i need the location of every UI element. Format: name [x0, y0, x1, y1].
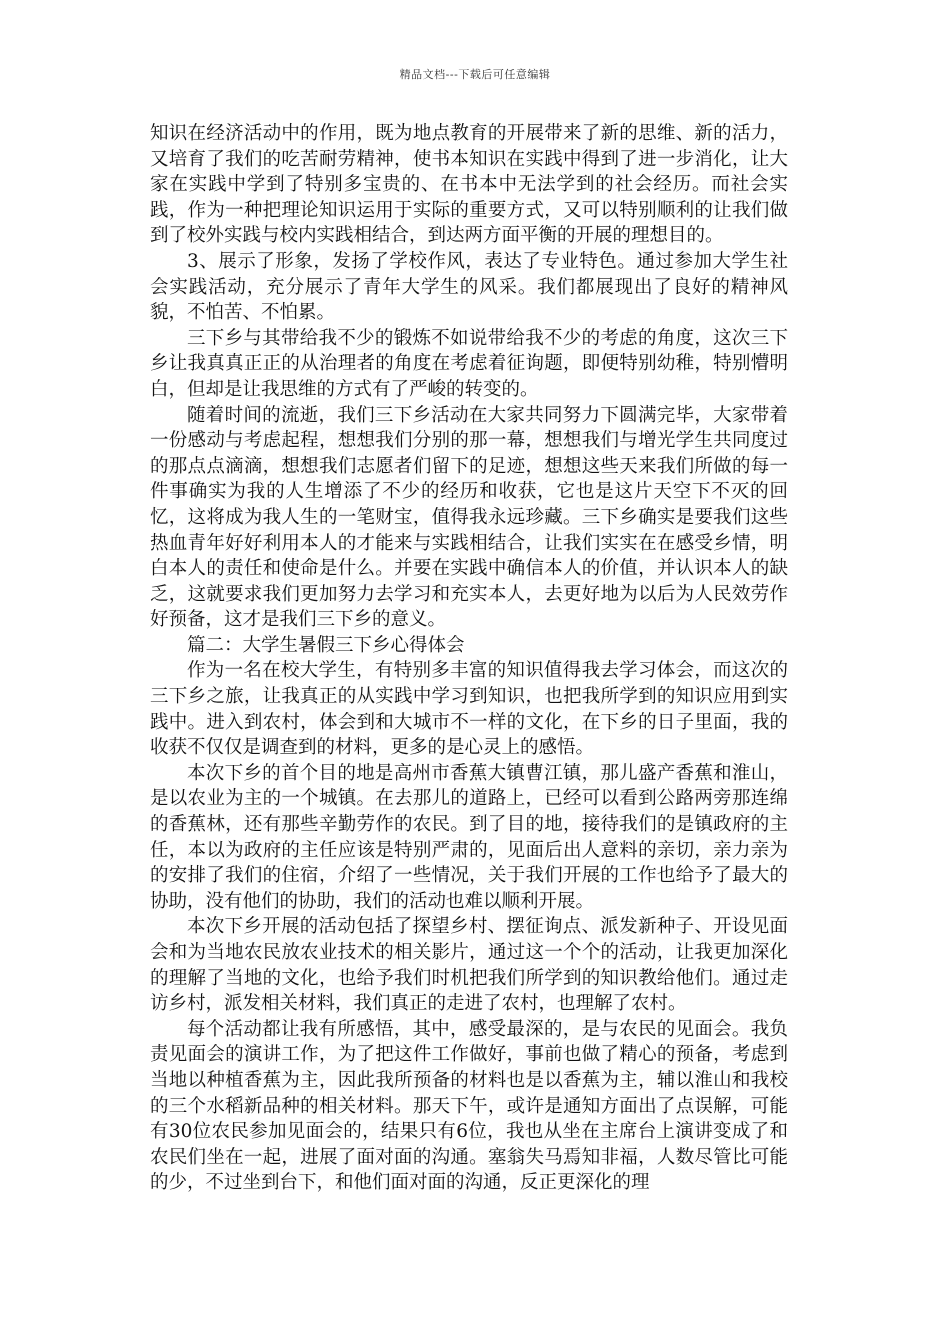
paragraph: 本次下乡的首个目的地是高州市香蕉大镇曹江镇，那儿盛产香蕉和淮山，是以农业为主的一个城镇。在去那儿的道路上，已经可以看到公路两旁那连绵的香蕉林，还有那些辛勤劳作的农民。到了目的地，接待我们的是镇政府的主任，本以为政府的主任应该是特别严肃的，见面后出人意料的亲切，亲力亲为的安排了我们的住宿，介绍了一些情况，关于我们开展的工作也给予了最大的协助，没有他们的协助，我们的活动也难以顺利开展。 — [150, 762, 788, 912]
paragraph: 作为一名在校大学生，有特别多丰富的知识值得我去学习体会，而这次的三下乡之旅，让我真正的从实践中学习到知识，也把我所学到的知识应用到实践中。进入到农村，体会到和大城市不一样的文化，在下乡的日子里面，我的收获不仅仅是调查到的材料，更多的是心灵上的感悟。 — [150, 660, 788, 759]
document-body — [150, 121, 788, 1196]
paragraph: 3、展示了形象，发扬了学校作风，表达了专业特色。通过参加大学生社会实践活动，充分展示了青年大学生的风采。我们都展现出了良好的精神风貌，不怕苦、不怕累。 — [150, 250, 788, 324]
paragraph: 随着时间的流逝，我们三下乡活动在大家共同努力下圆满完毕，大家带着一份感动与考虑起程，想想我们分别的那一幕，想想我们与增光学生共同度过的那点点滴滴，想想我们志愿者们留下的足迹，想想这些天来我们所做的每一件事确实为我的人生增添了不少的经历和收获，它也是这片天空下不灭的回忆，这将成为我人生的一笔财宝，值得我永远珍藏。三下乡确实是要我们这些热血青年好好利用本人的才能来与实践相结合，让我们实实在在感受乡情，明白本人的责任和使命是什么。并要在实践中确信本人的价值，并认识本人的缺乏，这就要求我们更加努力去学习和充实本人，去更好地为以后为人民效劳作好预备，这才是我们三下乡的意义。 — [150, 404, 788, 631]
paragraph: 每个活动都让我有所感悟，其中，感受最深的，是与农民的见面会。我负责见面会的演讲工作，为了把这件工作做好，事前也做了精心的预备，考虑到当地以种植香蕉为主，因此我所预备的材料也是以香蕉为主，辅以淮山和我校的三个水稻新品种的相关材料。那天下午，或许是通知方面出了点误解，可能有30位农民参加见面会的，结果只有6位，我也从坐在主席台上演讲变成了和农民们坐在一起，进展了面对面的沟通。塞翁失马焉知非福，人数尽管比可能的少，不过坐到台下，和他们面对面的沟通，反正更深化的理 — [150, 1018, 788, 1194]
page-header: 精品文档---下载后可任意编辑 — [399, 68, 551, 81]
paragraph-continuation: 知识在经济活动中的作用，既为地点教育的开展带来了新的思维、新的活力，又培育了我们的吃苦耐劳精神，使书本知识在实践中得到了进一步消化，让大家在实践中学到了特别多宝贵的、在书本中无法学到的社会经历。而社会实践，作为一种把理论知识运用于实际的重要方式，又可以特别顺利的让我们做到了校外实践与校内实践相结合，到达两方面平衡的开展的理想目的。 — [150, 123, 788, 247]
section-heading: 篇二：大学生暑假三下乡心得体会 — [187, 634, 465, 656]
paragraph: 本次下乡开展的活动包括了探望乡村、摆征询点、派发新种子、开设见面会和为当地农民放农业技术的相关影片，通过这一个个的活动，让我更加深化的理解了当地的文化，也给予我们时机把我们所学到的知识教给他们。通过走访乡村，派发相关材料，我们真正的走进了农村，也理解了农村。 — [150, 916, 788, 1015]
paragraph: 三下乡与其带给我不少的锻炼不如说带给我不少的考虑的角度，这次三下乡让我真真正正的从治理者的角度在考虑着征询题，即便特别幼稚，特别懵明白，但却是让我思维的方式有了严峻的转变的。 — [150, 327, 788, 400]
